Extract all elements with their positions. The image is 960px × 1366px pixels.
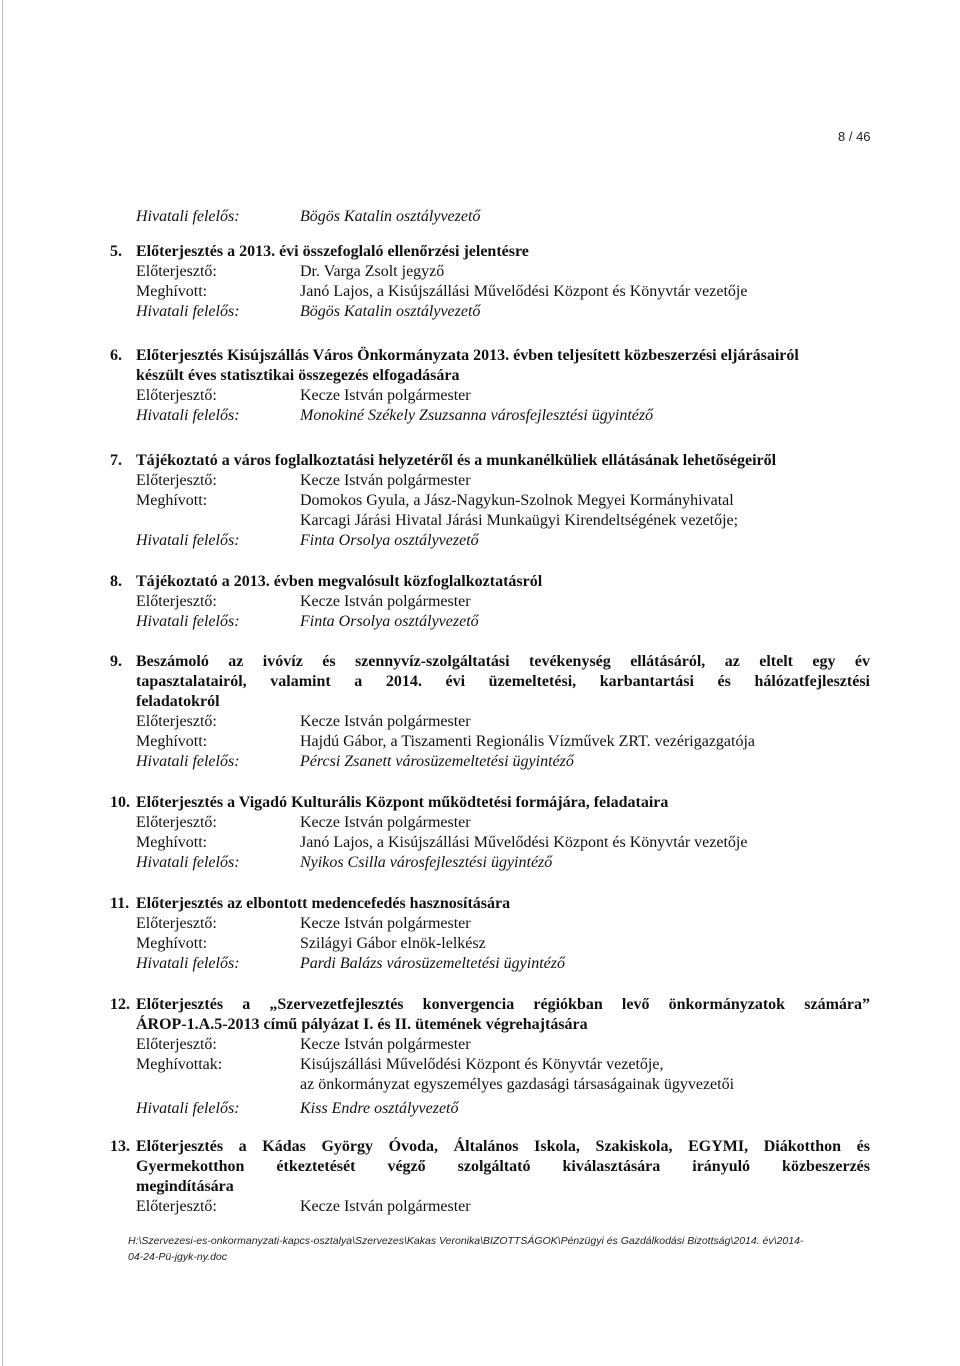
field-row [110, 302, 870, 322]
item-number: 5. [110, 243, 122, 260]
field-value: Finta Orsolya osztályvezető [300, 613, 479, 630]
item-title: Tájékoztató a 2013. évben megvalósult közfoglalkoztatásról [136, 573, 543, 590]
page-number: 8 / 46 [838, 129, 871, 144]
field-label: Előterjesztő: [136, 472, 217, 489]
field-label: Hivatali felelős: [136, 854, 240, 871]
item-title-line: Beszámoló az ivóvíz és szennyvíz-szolgáltatási tevékenység ellátásáról, az eltelt egy év [136, 653, 870, 670]
field-row [110, 471, 870, 491]
footer-path-line: 04-24-Pü-jgyk-ny.doc [128, 1251, 228, 1263]
footer-file-path [128, 1233, 868, 1265]
field-label: Meghívottak: [136, 1056, 223, 1073]
footer-path-line: H:\Szervezesi-es-onkormanyzati-kapcs-osztalya\Szervezes\Kakas Veronika\BIZOTTSÁGOK\Pénzügyi és Gazdálkodási Bizottság\2014. év\2014- [128, 1235, 804, 1247]
agenda-item-7 [110, 451, 870, 551]
field-value: Szilágyi Gábor elnök-lelkész [300, 935, 486, 952]
agenda-item-6 [110, 346, 870, 426]
field-label: Meghívott: [136, 733, 208, 750]
field-row [110, 934, 870, 954]
item-heading [110, 1137, 870, 1197]
field-value: Kecze István polgármester [300, 387, 471, 404]
item-title-line: Előterjesztés a „Szervezetfejlesztés konvergencia régiókban levő önkormányzatok számára” [136, 996, 870, 1013]
item-title [136, 346, 870, 386]
item-heading [110, 451, 870, 471]
item-heading [110, 995, 870, 1035]
field-value: Kecze István polgármester [300, 1198, 471, 1215]
field-value: Monokiné Székely Zsuzsanna városfejlesztési ügyintéző [300, 407, 654, 424]
field-label: Hivatali felelős: [136, 753, 240, 770]
field-label: Meghívott: [136, 283, 208, 300]
agenda-item-12 [110, 995, 870, 1119]
field-row [110, 386, 870, 406]
field-value: Kecze István polgármester [300, 593, 471, 610]
field-value: Janó Lajos, a Kisújszállási Művelődési Központ és Könyvtár vezetője [300, 834, 748, 851]
field-label: Előterjesztő: [136, 1198, 217, 1215]
field-label: Meghívott: [136, 935, 208, 952]
field-label: Hivatali felelős: [136, 955, 240, 972]
field-value: Kecze István polgármester [300, 472, 471, 489]
agenda-item-8 [110, 572, 870, 632]
field-row-continuation [110, 511, 870, 531]
field-row [110, 406, 870, 426]
field-value: Hajdú Gábor, a Tiszamenti Regionális Vízművek ZRT. vezérigazgatója [300, 733, 756, 750]
field-row [110, 207, 870, 227]
agenda-item-11 [110, 894, 870, 974]
field-row [110, 1197, 870, 1217]
item-number: 10. [110, 794, 130, 811]
item-title-line: Előterjesztés a Kádas György Óvoda, Általános Iskola, Szakiskola, EGYMI, Diákotthon és [136, 1138, 870, 1155]
agenda-item-10 [110, 793, 870, 873]
field-label: Hivatali felelős: [136, 407, 240, 424]
field-row [110, 833, 870, 853]
scan-edge-line [2, 0, 3, 1366]
item-title-line: készült éves statisztikai összegezés elfogadására [136, 367, 460, 384]
item-title-line: Előterjesztés Kisújszállás Város Önkormányzata 2013. évben teljesített közbeszerzési eljárásairól [136, 347, 799, 364]
item-title-line: ÁROP-1.A.5-2013 című pályázat I. és II. ütemének végrehajtására [136, 1016, 588, 1033]
field-row [110, 1035, 870, 1055]
item-heading [110, 894, 870, 914]
field-row [110, 813, 870, 833]
item-title [136, 652, 870, 712]
item-title-line: megindítására [136, 1178, 234, 1195]
field-row [110, 752, 870, 772]
field-row [110, 282, 870, 302]
agenda-item-5 [110, 242, 870, 322]
field-value: Pércsi Zsanett városüzemeltetési ügyintéző [300, 753, 574, 770]
field-value: Finta Orsolya osztályvezető [300, 532, 479, 549]
field-value: Karcagi Járási Hivatal Járási Munkaügyi Kirendeltségének vezetője; [300, 512, 739, 529]
field-value: Kecze István polgármester [300, 814, 471, 831]
field-row [110, 1099, 870, 1119]
item-title [136, 1137, 870, 1197]
field-row [110, 712, 870, 732]
item-title: Előterjesztés az elbontott medencefedés hasznosítására [136, 895, 511, 912]
field-row [110, 853, 870, 873]
item-number: 12. [110, 996, 130, 1013]
field-value: Kecze István polgármester [300, 915, 471, 932]
field-label: Előterjesztő: [136, 263, 217, 280]
field-value: Janó Lajos, a Kisújszállási Művelődési Központ és Könyvtár vezetője [300, 283, 748, 300]
field-value: Dr. Varga Zsolt jegyző [300, 263, 445, 280]
field-label: Előterjesztő: [136, 387, 217, 404]
item-heading [110, 793, 870, 813]
agenda-item-9 [110, 652, 870, 772]
field-row [110, 262, 870, 282]
field-value: Kecze István polgármester [300, 713, 471, 730]
field-label: Hivatali felelős: [136, 532, 240, 549]
item-heading [110, 572, 870, 592]
field-label: Előterjesztő: [136, 593, 217, 610]
field-row [110, 732, 870, 752]
field-value: az önkormányzat egyszemélyes gazdasági társaságainak ügyvezetői [300, 1076, 735, 1093]
item-title-line: feladatokról [136, 693, 220, 710]
item-heading [110, 242, 870, 262]
item-title-line: Gyermekotthon étkeztetését végző szolgáltató kiválasztására irányuló közbeszerzés [136, 1158, 870, 1175]
field-value: Pardi Balázs városüzemeltetési ügyintéző [300, 955, 565, 972]
intro-responsible [110, 207, 870, 227]
field-label: Előterjesztő: [136, 713, 217, 730]
field-row [110, 592, 870, 612]
field-value: Kisújszállási Művelődési Központ és Könyvtár vezetője, [300, 1056, 664, 1073]
item-number: 9. [110, 653, 122, 670]
field-label: Meghívott: [136, 492, 208, 509]
field-value: Kecze István polgármester [300, 1036, 471, 1053]
item-number: 7. [110, 452, 122, 469]
field-value: Bögös Katalin osztályvezető [300, 303, 481, 320]
item-number: 11. [110, 895, 130, 912]
item-title: Előterjesztés a Vigadó Kulturális Központ működtetési formájára, feladataira [136, 794, 669, 811]
field-row [110, 1055, 870, 1075]
item-heading [110, 346, 870, 386]
field-label: Hivatali felelős: [136, 208, 240, 225]
agenda-item-13 [110, 1137, 870, 1217]
field-label: Hivatali felelős: [136, 1100, 240, 1117]
field-label: Előterjesztő: [136, 1036, 217, 1053]
field-value: Kiss Endre osztályvezető [300, 1100, 459, 1117]
field-row-continuation [110, 1075, 870, 1095]
field-row [110, 612, 870, 632]
field-value: Bögös Katalin osztályvezető [300, 208, 481, 225]
field-label: Hivatali felelős: [136, 303, 240, 320]
item-number: 13. [110, 1138, 130, 1155]
item-number: 8. [110, 573, 122, 590]
item-title: Tájékoztató a város foglalkoztatási helyzetéről és a munkanélküliek ellátásának lehetőségeiről [136, 452, 777, 469]
field-label: Meghívott: [136, 834, 208, 851]
field-row [110, 954, 870, 974]
field-row [110, 491, 870, 511]
item-title-line: tapasztalatairól, valamint a 2014. évi üzemeltetési, karbantartási és hálózatfejlesztési [136, 673, 870, 690]
item-heading [110, 652, 870, 712]
item-number: 6. [110, 347, 122, 364]
field-label: Előterjesztő: [136, 814, 217, 831]
item-title: Előterjesztés a 2013. évi összefoglaló ellenőrzési jelentésre [136, 243, 529, 260]
field-row [110, 531, 870, 551]
field-label: Hivatali felelős: [136, 613, 240, 630]
field-row [110, 914, 870, 934]
field-label: Előterjesztő: [136, 915, 217, 932]
item-title [136, 995, 870, 1035]
field-value: Domokos Gyula, a Jász-Nagykun-Szolnok Megyei Kormányhivatal [300, 492, 734, 509]
field-value: Nyikos Csilla városfejlesztési ügyintéző [300, 854, 553, 871]
